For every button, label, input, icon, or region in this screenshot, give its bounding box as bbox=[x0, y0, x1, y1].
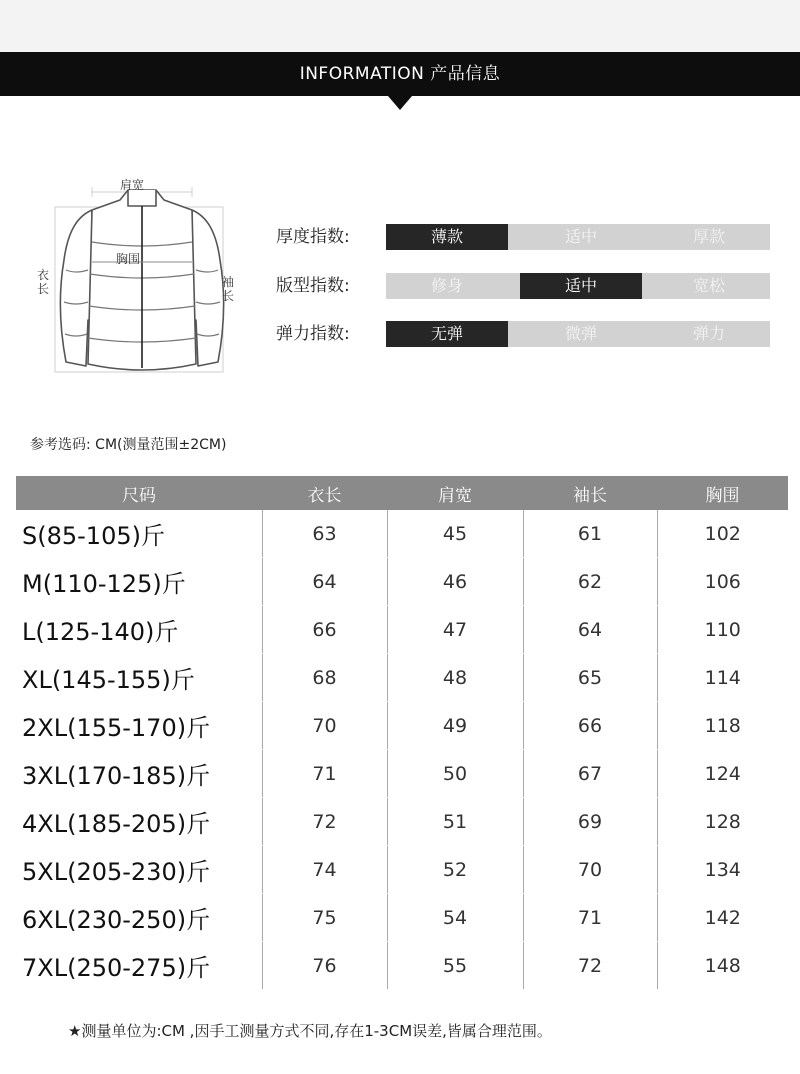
chest-cell: 114 bbox=[657, 654, 788, 702]
table-row bbox=[16, 558, 788, 606]
table-row bbox=[16, 894, 788, 942]
sleeve-cell: 70 bbox=[523, 846, 657, 894]
size-cell: M(110-125)斤 bbox=[16, 558, 262, 606]
sleeve-cell: 65 bbox=[523, 654, 657, 702]
length-cell: 68 bbox=[262, 654, 387, 702]
shoulder-width-label: 肩宽 bbox=[120, 178, 145, 192]
header-chest: 胸围 bbox=[657, 476, 788, 510]
header-shoulder: 肩宽 bbox=[387, 476, 523, 510]
thickness-option-thin: 薄款 bbox=[386, 224, 508, 250]
chest-cell: 128 bbox=[657, 798, 788, 846]
table-row bbox=[16, 942, 788, 990]
table-row bbox=[16, 654, 788, 702]
shoulder-cell: 54 bbox=[387, 894, 523, 942]
shoulder-cell: 46 bbox=[387, 558, 523, 606]
sleeve-cell: 66 bbox=[523, 702, 657, 750]
sleeve-cell: 64 bbox=[523, 606, 657, 654]
length-cell: 66 bbox=[262, 606, 387, 654]
chest-cell: 106 bbox=[657, 558, 788, 606]
length-label: 衣长 bbox=[36, 268, 49, 296]
size-cell: 5XL(205-230)斤 bbox=[16, 846, 262, 894]
table-row bbox=[16, 510, 788, 558]
length-cell: 71 bbox=[262, 750, 387, 798]
table-row bbox=[16, 702, 788, 750]
table-row bbox=[16, 846, 788, 894]
stretch-index-bar bbox=[386, 321, 770, 347]
table-row bbox=[16, 606, 788, 654]
thickness-option-thick: 厚款 bbox=[692, 227, 725, 246]
thickness-index-bar bbox=[386, 224, 770, 250]
table-header-row bbox=[16, 476, 788, 510]
sleeve-cell: 61 bbox=[523, 510, 657, 558]
sleeve-cell: 62 bbox=[523, 558, 657, 606]
fit-option-regular: 适中 bbox=[520, 273, 642, 299]
length-cell: 74 bbox=[262, 846, 387, 894]
size-cell: XL(145-155)斤 bbox=[16, 654, 262, 702]
table-row bbox=[16, 798, 788, 846]
thickness-option-medium: 适中 bbox=[564, 227, 597, 246]
header-sleeve: 袖长 bbox=[523, 476, 657, 510]
chest-cell: 148 bbox=[657, 942, 788, 990]
thickness-index-label: 厚度指数: bbox=[276, 227, 350, 247]
shoulder-cell: 45 bbox=[387, 510, 523, 558]
header-size: 尺码 bbox=[16, 476, 262, 510]
sleeve-cell: 67 bbox=[523, 750, 657, 798]
banner-arrow-icon bbox=[388, 96, 412, 110]
size-cell: 7XL(250-275)斤 bbox=[16, 942, 262, 990]
shoulder-cell: 47 bbox=[387, 606, 523, 654]
fit-option-loose: 宽松 bbox=[692, 276, 725, 295]
fit-index-bar bbox=[386, 273, 770, 299]
chest-cell: 142 bbox=[657, 894, 788, 942]
length-cell: 70 bbox=[262, 702, 387, 750]
chest-cell: 118 bbox=[657, 702, 788, 750]
chest-cell: 134 bbox=[657, 846, 788, 894]
size-cell: 4XL(185-205)斤 bbox=[16, 798, 262, 846]
chest-cell: 102 bbox=[657, 510, 788, 558]
size-cell: S(85-105)斤 bbox=[16, 510, 262, 558]
chest-label: 胸围 bbox=[116, 252, 141, 266]
jacket-measurement-diagram bbox=[30, 170, 260, 385]
stretch-option-slight: 微弹 bbox=[564, 324, 597, 343]
size-cell: 3XL(170-185)斤 bbox=[16, 750, 262, 798]
reference-note: 参考选码: CM(测量范围±2CM) bbox=[30, 437, 227, 453]
sleeve-cell: 72 bbox=[523, 942, 657, 990]
length-cell: 76 bbox=[262, 942, 387, 990]
section-banner: INFORMATION 产品信息 bbox=[0, 52, 800, 96]
shoulder-cell: 49 bbox=[387, 702, 523, 750]
fit-option-slim: 修身 bbox=[430, 276, 463, 295]
length-cell: 75 bbox=[262, 894, 387, 942]
stretch-option-none: 无弹 bbox=[386, 321, 508, 347]
sleeve-cell: 69 bbox=[523, 798, 657, 846]
fit-index-label: 版型指数: bbox=[276, 276, 350, 296]
length-cell: 72 bbox=[262, 798, 387, 846]
shoulder-cell: 51 bbox=[387, 798, 523, 846]
table-row bbox=[16, 750, 788, 798]
size-cell: 6XL(230-250)斤 bbox=[16, 894, 262, 942]
shoulder-cell: 48 bbox=[387, 654, 523, 702]
chest-cell: 124 bbox=[657, 750, 788, 798]
measurement-footnote: ★测量单位为:CM ,因手工测量方式不同,存在1-3CM误差,皆属合理范围。 bbox=[68, 1022, 552, 1040]
length-cell: 63 bbox=[262, 510, 387, 558]
sleeve-length-label: 袖长 bbox=[221, 275, 234, 303]
shoulder-cell: 50 bbox=[387, 750, 523, 798]
shoulder-cell: 55 bbox=[387, 942, 523, 990]
sleeve-cell: 71 bbox=[523, 894, 657, 942]
top-band bbox=[0, 0, 800, 52]
shoulder-cell: 52 bbox=[387, 846, 523, 894]
length-cell: 64 bbox=[262, 558, 387, 606]
size-chart-table bbox=[16, 476, 788, 990]
size-cell: 2XL(155-170)斤 bbox=[16, 702, 262, 750]
header-length: 衣长 bbox=[262, 476, 387, 510]
stretch-index-label: 弹力指数: bbox=[276, 324, 350, 344]
stretch-option-stretch: 弹力 bbox=[692, 324, 725, 343]
size-cell: L(125-140)斤 bbox=[16, 606, 262, 654]
chest-cell: 110 bbox=[657, 606, 788, 654]
